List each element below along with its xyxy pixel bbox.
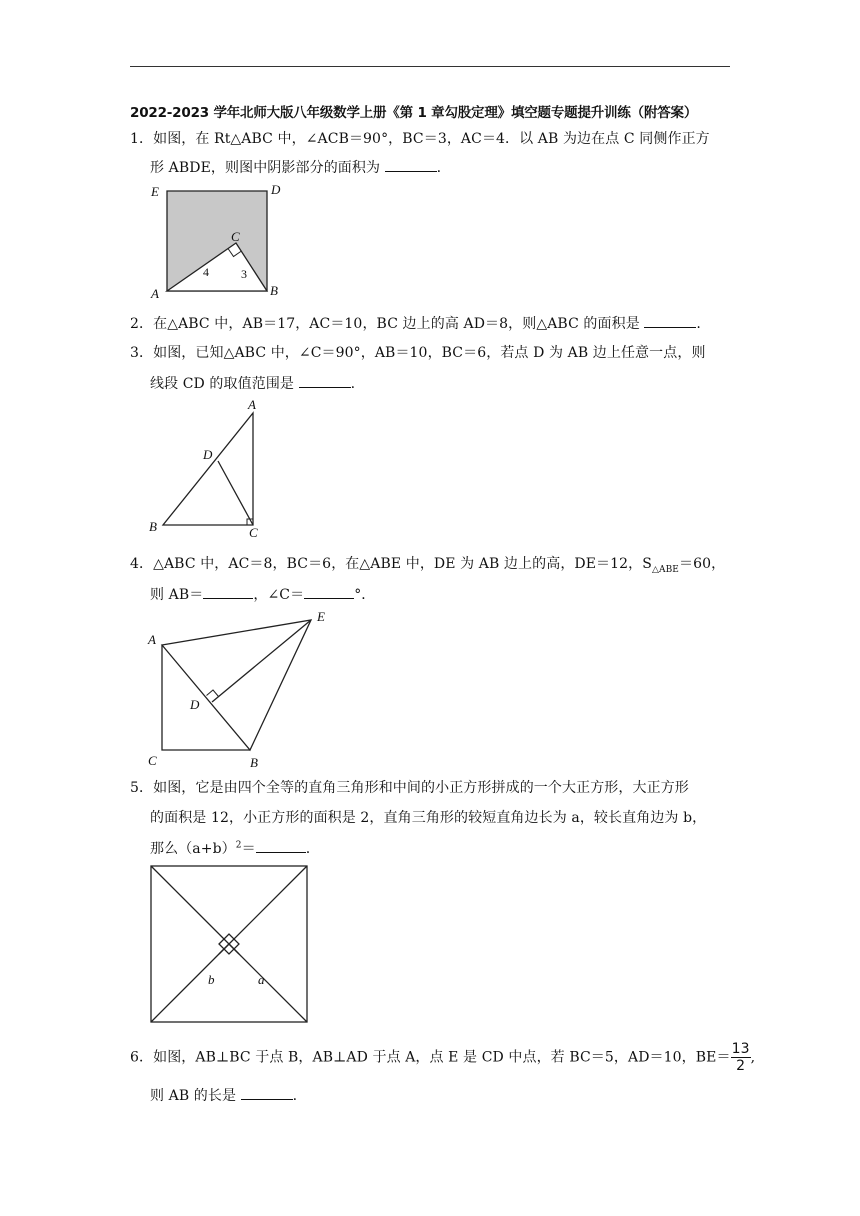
q6-fraction (731, 1041, 751, 1074)
q1-label-b: B (270, 283, 278, 298)
q3-line2-text: 线段 CD 的取值范围是 (150, 376, 295, 392)
header-rule (130, 66, 730, 67)
q1-label-d: D (271, 182, 281, 197)
q4-line2-a: 则 AB＝ (150, 587, 204, 603)
q5-line-3 (151, 944, 229, 1022)
q4-line1-end: ＝60， (678, 556, 726, 572)
q6-line1-text: 6．如图，AB⊥BC 于点 B，AB⊥AD 于点 A，点 E 是 CD 中点，若 BC＝5，AD＝10，BE＝ (130, 1049, 731, 1066)
q5-label-a: a (258, 972, 265, 987)
q5-answer-blank[interactable] (256, 840, 306, 853)
q3-label-d: D (203, 447, 213, 462)
q5-line-2 (219, 866, 307, 954)
q4-line2-c: °． (354, 587, 376, 603)
q4-answer-blank-c[interactable] (304, 586, 354, 599)
q1-line2-text: 形 ABDE，则图中阴影部分的面积为 (150, 160, 381, 176)
q1-label-a: A (151, 286, 159, 300)
q4-answer-blank-ab[interactable] (203, 586, 253, 599)
q3-segment-cd (218, 461, 253, 525)
q4-altitude-de (212, 620, 311, 702)
q6-frac-numerator: 13 (731, 1041, 750, 1057)
q4-subscript: △ABE (651, 564, 679, 575)
q5-line-4 (229, 944, 307, 1022)
q4-line2-b: ，∠C＝ (253, 587, 305, 603)
q3-line1: 3．如图，已知△ABC 中，∠C＝90°，AB＝10，BC＝6，若点 D 为 AB 边上任意一点，则 (130, 345, 706, 361)
q3-label-b: B (149, 519, 157, 534)
q3-answer-blank[interactable] (299, 375, 351, 388)
q4-line2 (150, 584, 375, 604)
q5-figure (148, 863, 310, 1025)
q3-triangle (163, 413, 253, 525)
q1-line2 (150, 157, 441, 177)
q1-figure (145, 180, 295, 300)
q3-line2-end: . (350, 376, 356, 392)
q6-line1 (130, 1041, 755, 1074)
q3-line2 (150, 373, 355, 393)
q4-right-angle-mark (207, 690, 219, 697)
q6-line2-text: 则 AB 的长是 (150, 1088, 237, 1104)
q2-text: 2．在△ABC 中，AB＝17，AC＝10，BC 边上的高 AD＝8，则△ABC 的面积是 (130, 316, 640, 332)
q3-figure (145, 395, 275, 540)
q2-line (130, 313, 701, 333)
q3-label-c: C (249, 525, 258, 540)
q1-line2-end: . (436, 160, 442, 176)
q5-label-b: b (208, 972, 215, 987)
q4-figure (145, 605, 345, 770)
q6-line2 (150, 1085, 297, 1105)
q5-line-1 (151, 866, 239, 954)
q1-line1: 1．如图，在 Rt△ABC 中，∠ACB＝90°，BC＝3，AC＝4．以 AB 为边在点 C 同侧作正方 (130, 131, 710, 147)
q2-answer-blank[interactable] (644, 315, 696, 328)
q6-line1-end: , (750, 1049, 756, 1066)
q4-label-c: C (148, 753, 157, 768)
q4-label-b: B (250, 755, 258, 770)
q4-line1-text: 4．△ABC 中，AC＝8，BC＝6，在△ABE 中，DE 为 AB 边上的高，DE＝12，S (130, 556, 652, 572)
q1-answer-blank[interactable] (385, 159, 437, 172)
q3-label-a: A (248, 397, 256, 412)
q5-line3-text: 那么（a+b） (150, 841, 236, 857)
q4-label-a: A (148, 632, 156, 647)
q1-label-c: C (231, 229, 240, 244)
q4-label-e: E (317, 609, 325, 624)
q1-label-4: 4 (203, 265, 209, 279)
q5-line3-end: . (305, 841, 311, 857)
q4-line1 (130, 553, 725, 575)
q5-line1: 5．如图，它是由四个全等的直角三角形和中间的小正方形拼成的一个大正方形，大正方形 (130, 780, 689, 796)
q5-equals: ＝ (241, 841, 256, 857)
q4-triangle-abe (162, 620, 311, 750)
q5-line3 (150, 838, 310, 858)
q1-label-e: E (151, 184, 159, 199)
q5-line2: 的面积是 12，小正方形的面积是 2，直角三角形的较短直角边长为 a，较长直角边为 b， (150, 810, 707, 826)
q1-label-3: 3 (241, 267, 247, 281)
q6-line2-end: . (292, 1088, 298, 1104)
q6-answer-blank[interactable] (241, 1087, 293, 1100)
q6-frac-denominator: 2 (736, 1058, 746, 1074)
q4-label-d: D (190, 697, 200, 712)
q5-exponent: 2 (235, 840, 242, 851)
q2-end: . (696, 316, 701, 332)
page-title: 2022-2023 学年北师大版八年级数学上册《第 1 章勾股定理》填空题专题提升训练（附答案） (130, 105, 698, 121)
